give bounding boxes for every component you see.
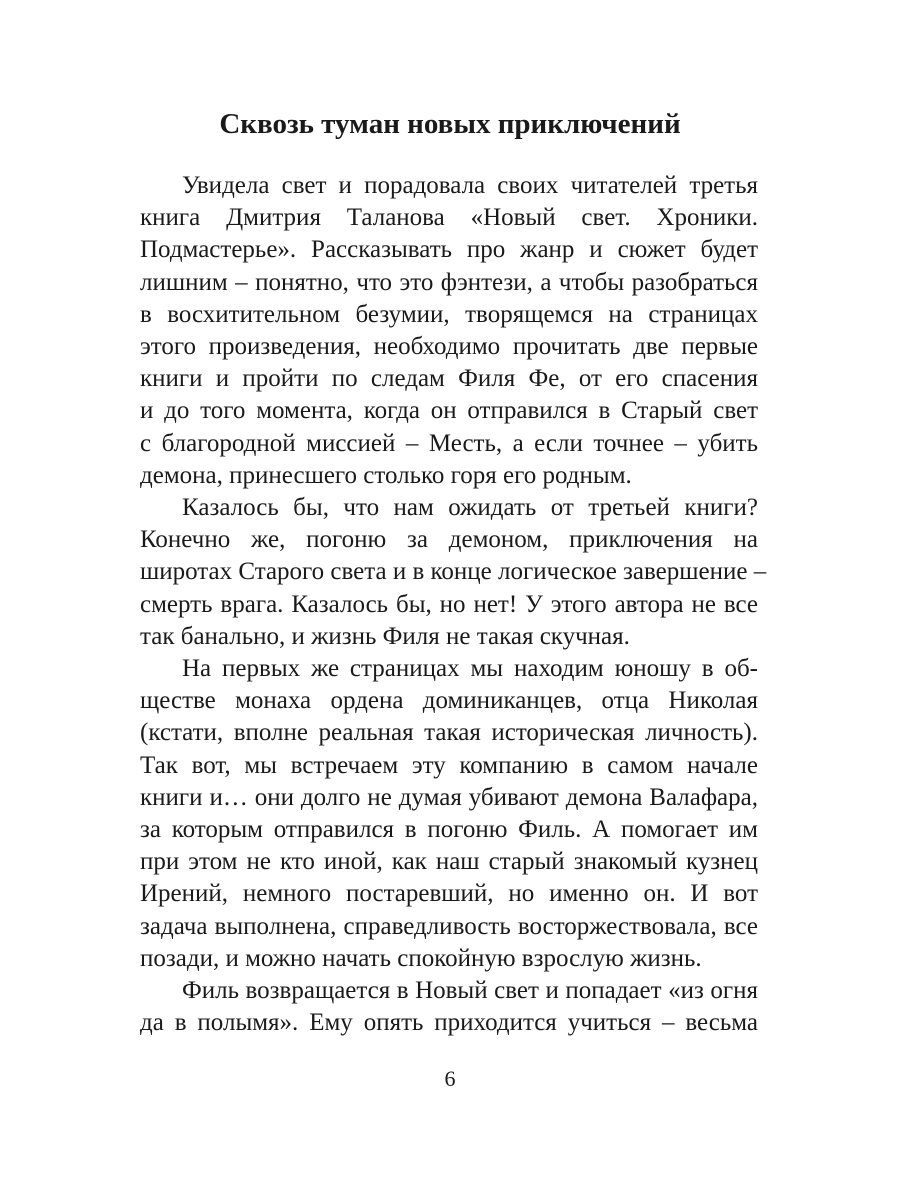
paragraph	[140, 653, 758, 975]
text-line: и до того момента, когда он отправился в Старый свет	[140, 397, 758, 425]
text-line: смерть врага. Казалось бы, но нет! У этого автора не все	[140, 590, 758, 618]
text-line: широтах Старого света и в конце логическое завершение –	[140, 558, 767, 586]
text-line: ществе монаха ордена доминиканцев, отца Николая	[140, 687, 758, 715]
text-line: за которым отправился в погоню Филь. А помогает им	[140, 816, 758, 844]
text-line: Казалось бы, что нам ожидать от третьей книги?	[182, 494, 758, 522]
text-line: лишним – понятно, что это фэнтези, а чтобы разобраться	[140, 268, 758, 296]
text-line: Подмастерье». Рассказывать про жанр и сюжет будет	[140, 236, 758, 264]
text-line: Ирений, немного постаревший, но именно он. И вот	[140, 880, 758, 908]
text-line: книга Дмитрия Таланова «Новый свет. Хроники.	[140, 204, 758, 232]
page-number: 6	[444, 1066, 456, 1091]
text-line: с благородной миссией – Месть, а если точнее – убить	[140, 429, 758, 457]
paragraph	[140, 492, 767, 653]
text-line: Конечно же, погоню за демоном, приключения на	[140, 526, 758, 554]
paragraph	[140, 170, 758, 492]
text-line: (кстати, вполне реальная такая историческая личность).	[140, 719, 758, 747]
text-line: Увидела свет и порадовала своих читателей третья	[182, 172, 758, 199]
text-line: На первых же страницах мы находим юношу в об-	[182, 655, 758, 683]
text-line: при этом не кто иной, как наш старый знакомый кузнец	[140, 848, 758, 876]
text-line: да в полымя». Ему опять приходится учиться – весьма	[140, 1009, 758, 1037]
text-line: позади, и можно начать спокойную взрослую жизнь.	[140, 944, 702, 972]
text-line: так банально, и жизнь Филя не такая скучная.	[140, 622, 630, 650]
text-line: Филь возвращается в Новый свет и попадает «из огня	[182, 977, 758, 1005]
text-line: в восхитительном безумии, творящемся на страницах	[140, 300, 758, 328]
text-line: книги и пройти по следам Филя Фе, от его спасения	[140, 365, 758, 393]
text-line: книги и… они долго не думая убивают демона Валафара,	[140, 783, 758, 811]
text-line: демона, принесшего столько горя его родным.	[140, 461, 632, 489]
body-text	[140, 170, 767, 1039]
paragraph	[140, 975, 758, 1039]
text-line: задача выполнена, справедливость восторжествовала, все	[140, 912, 758, 940]
text-line: Так вот, мы встречаем эту компанию в самом начале	[140, 751, 758, 779]
chapter-title: Сквозь туман новых приключений	[219, 108, 681, 140]
text-line: этого произведения, необходимо прочитать две первые	[140, 333, 758, 361]
